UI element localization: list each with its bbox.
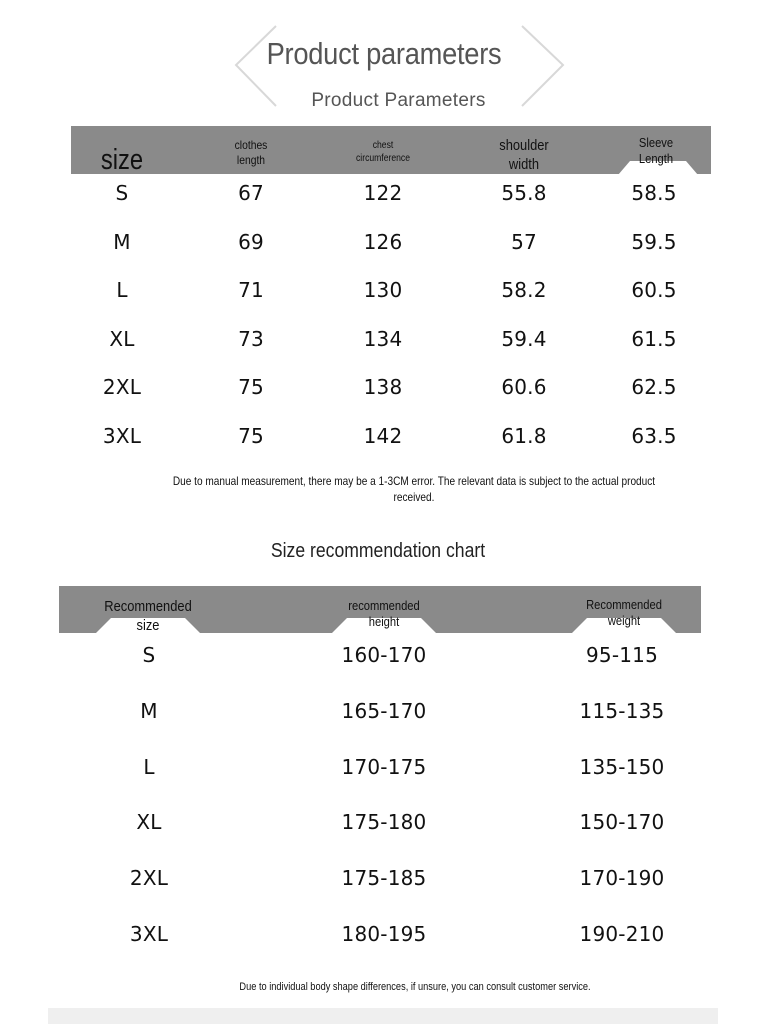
recommend-cell: XL (136, 810, 162, 835)
recommend-col-size: Recommended size (104, 598, 192, 634)
params-note: Due to manual measurement, there may be a 1-3CM error. The relevant data is subject to the actual product received. (172, 474, 656, 504)
params-cell: 138 (363, 375, 403, 400)
params-cell: 142 (363, 424, 403, 448)
params-cell: 62.5 (631, 375, 677, 400)
params-cell: 59.4 (501, 326, 547, 351)
params-cell: 60.5 (631, 278, 677, 303)
params-cell: 122 (363, 181, 403, 205)
params-cell: 134 (363, 326, 403, 351)
recommend-cell: S (142, 643, 156, 667)
recommend-cell: 190-210 (579, 922, 665, 946)
params-cell: 67 (238, 181, 264, 205)
recommend-cell: 95-115 (585, 643, 659, 667)
params-cell: 61.5 (631, 326, 677, 351)
params-cell: 58.2 (501, 278, 547, 303)
params-cell: 59.5 (631, 229, 677, 254)
recommend-col-weight: Recommended weight (586, 597, 662, 629)
page-subtitle: Product Parameters (311, 90, 486, 111)
params-col-shoulder: shoulder width (499, 137, 549, 173)
params-cell: 55.8 (501, 181, 547, 205)
params-cell: 75 (238, 424, 264, 448)
params-cell: 63.5 (631, 424, 677, 448)
params-cell: 60.6 (501, 375, 547, 400)
params-cell: 58.5 (631, 181, 677, 205)
params-cell: S (115, 181, 129, 205)
recommend-cell: 180-195 (341, 922, 427, 946)
bottom-strip (48, 1008, 718, 1024)
recommend-cell: 115-135 (579, 698, 665, 723)
params-cell: 57 (511, 229, 537, 254)
params-cell: L (116, 278, 128, 303)
title-block (0, 0, 768, 120)
recommend-cell: 175-185 (341, 866, 427, 891)
params-col-chest: chest circumference (355, 140, 411, 164)
recommend-cell: 135-150 (579, 754, 665, 779)
recommend-cell: 2XL (129, 866, 169, 891)
recommend-cell: 170-190 (579, 866, 665, 891)
recommend-cell: 170-175 (341, 754, 427, 779)
recommend-cell: 150-170 (579, 810, 665, 835)
recommend-cell: 175-180 (341, 810, 427, 835)
params-col-clothes-length: clothes length (234, 138, 268, 167)
params-cell: 75 (238, 375, 264, 400)
params-cell: 61.8 (501, 424, 547, 448)
recommend-cell: 3XL (129, 922, 169, 946)
params-cell: 126 (363, 229, 403, 254)
params-cell: 73 (238, 326, 264, 351)
params-cell: 69 (238, 229, 264, 254)
recommend-col-height: recommended height (348, 598, 420, 630)
params-col-size: size (100, 144, 144, 176)
params-cell: M (113, 229, 131, 254)
recommend-cell: M (140, 698, 158, 723)
params-cell: 2XL (102, 375, 142, 400)
recommend-cell: 160-170 (341, 643, 427, 667)
params-col-sleeve: Sleeve Length (638, 135, 674, 167)
params-cell: 71 (238, 278, 264, 303)
params-cell: 130 (363, 278, 403, 303)
recommend-cell: 165-170 (341, 698, 427, 723)
recommend-note: Due to individual body shape differences, if unsure, you can consult customer service. (239, 981, 591, 993)
page-title: Product parameters (266, 36, 502, 71)
params-cell: XL (109, 326, 135, 351)
recommend-title: Size recommendation chart (270, 540, 486, 562)
recommend-cell: L (143, 754, 155, 779)
params-cell: 3XL (102, 424, 142, 448)
